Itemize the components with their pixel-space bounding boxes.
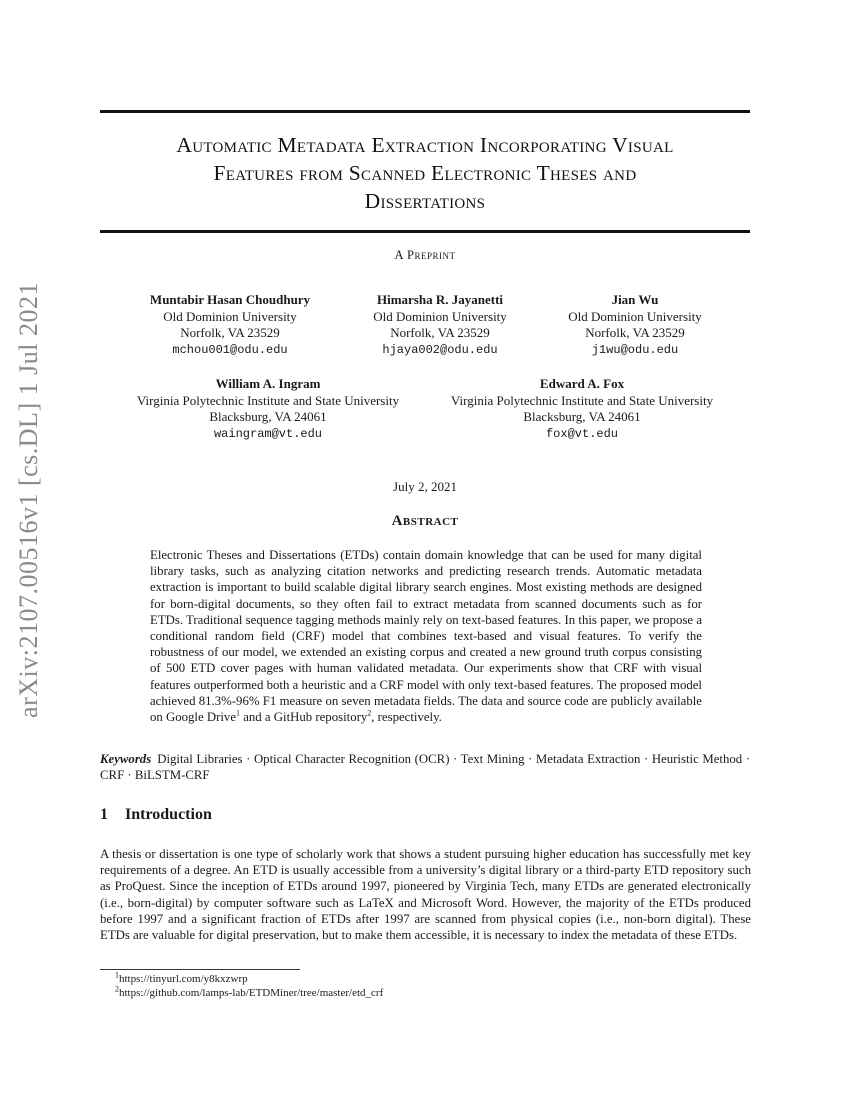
footnote-ref-1[interactable]: 1 (236, 708, 241, 718)
author-address: Blacksburg, VA 24061 (209, 409, 327, 424)
author-name: Jian Wu (611, 292, 659, 307)
section-number: 1 (100, 806, 108, 823)
author-block-3 (550, 292, 720, 358)
title-line-1: Automatic Metadata Extraction Incorporating Visual (176, 133, 674, 157)
abstract-end-text: , respectively. (371, 710, 442, 725)
author-name: Muntabir Hasan Choudhury (149, 292, 311, 307)
footnote-mark: 1 (115, 970, 119, 980)
title-bottom-rule (100, 230, 750, 233)
author-block-2 (355, 292, 525, 358)
footnotes (115, 972, 383, 1000)
footnote-mark: 2 (115, 984, 119, 994)
title-line-2: Features from Scanned Electronic Theses and (213, 161, 637, 185)
author-address: Norfolk, VA 23529 (180, 325, 280, 340)
footnote-link[interactable]: https://github.com/lamps-lab/ETDMiner/tree/master/etd_crf (119, 987, 384, 999)
arxiv-identifier-text: arXiv:2107.00516v1 [cs.DL] 1 Jul 2021 (14, 282, 43, 718)
author-block-5 (432, 376, 732, 442)
author-address: Norfolk, VA 23529 (585, 325, 685, 340)
author-email[interactable]: j1wu@odu.edu (591, 342, 679, 357)
title-top-rule (100, 110, 750, 113)
footnote-link[interactable]: https://tinyurl.com/y8kxzwrp (119, 973, 248, 985)
footnote-2 (115, 986, 383, 1000)
keywords-list: Digital Libraries · Optical Character Recognition (OCR) · Text Mining · Metadata Extraction · Heuristic Method · CRF · BiLSTM-CRF (100, 752, 750, 782)
abstract-heading: Abstract (391, 513, 459, 529)
author-block-4 (118, 376, 418, 442)
title-line-3: Dissertations (364, 189, 486, 213)
author-name: Himarsha R. Jayanetti (376, 292, 504, 307)
paper-title (100, 131, 750, 215)
author-affiliation: Virginia Polytechnic Institute and State University (450, 392, 714, 408)
section-heading-introduction (100, 806, 212, 824)
footnote-1 (115, 972, 383, 986)
author-address: Blacksburg, VA 24061 (523, 409, 641, 424)
arxiv-identifier-stamp (4, 282, 54, 718)
author-address: Norfolk, VA 23529 (390, 325, 490, 340)
author-affiliation: Old Dominion University (373, 308, 507, 324)
keywords-block (100, 751, 750, 783)
author-email[interactable]: mchou001@odu.edu (172, 342, 288, 357)
keywords-label: Keywords (100, 752, 152, 766)
abstract-text (150, 547, 702, 725)
author-name: Edward A. Fox (539, 376, 625, 391)
section-title: Introduction (125, 806, 212, 823)
introduction-paragraph: A thesis or dissertation is one type of scholarly work that shows a student pursuing higher education has successfully met key requirements of a degree. An ETD is usually accessible from a university’s digital library or a third-party ETD repository such as ProQuest. Since the inception of ETDs around 1997, pioneered by Virginia Tech, many ETDs are generated electronically (i.e., born-digital) by computer software such as LaTeX and Microsoft Word. However, the majority of the ETDs produced before 1997 and a significant fraction of ETDs after 1997 are scanned from physical copies (i.e., non-born digital). These ETDs are valuable for digital preservation, but to make them accessible, it is necessary to index the metadata of these ETDs. (100, 847, 751, 943)
footnote-divider (100, 969, 300, 970)
author-name: William A. Ingram (215, 376, 321, 391)
author-email[interactable]: hjaya002@odu.edu (382, 342, 498, 357)
author-email[interactable]: waingram@vt.edu (213, 426, 323, 441)
preprint-label: A Preprint (394, 248, 456, 262)
author-email[interactable]: fox@vt.edu (545, 426, 618, 441)
author-affiliation: Old Dominion University (163, 308, 297, 324)
abstract-main-text: Electronic Theses and Dissertations (ETDs) contain domain knowledge that can be used for many digital library tasks, such as analyzing citation networks and predicting research trends. Automatic metadata extraction is important to build scalable digital library search engines. Most existing methods are designed for born-digital documents, so they often fail to extract metadata from scanned documents such as for ETDs. Traditional sequence tagging methods mainly rely on text-based features. In this paper, we propose a conditional random field (CRF) model that combines text-based and visual features. To verify the robustness of our model, we extended an existing corpus and created a new ground truth corpus consisting of 500 ETD cover pages with human validated metadata. Our experiments show that CRF with visual features outperformed both a heuristic and a CRF model with only text-based features. The proposed model achieved 81.3%-96% F1 measure on seven metadata fields. The data and source code are publicly available on Google Drive (150, 548, 702, 725)
author-affiliation: Old Dominion University (568, 308, 702, 324)
abstract-mid-text: and a GitHub repository (240, 710, 368, 725)
author-affiliation: Virginia Polytechnic Institute and State University (136, 392, 400, 408)
footnote-ref-2[interactable]: 2 (367, 708, 372, 718)
author-block-1 (130, 292, 330, 358)
publication-date: July 2, 2021 (393, 479, 457, 494)
